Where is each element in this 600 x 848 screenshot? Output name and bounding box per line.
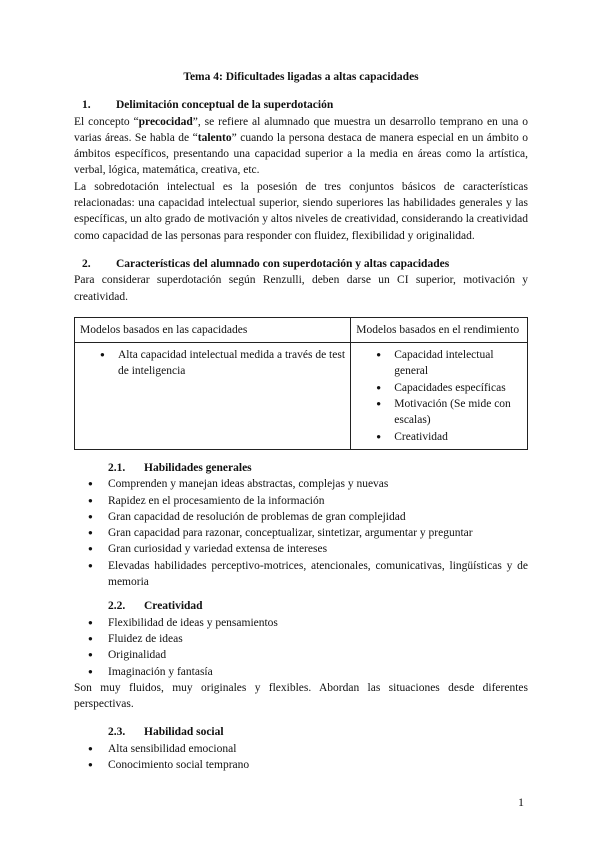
- list-item: ● Creatividad: [356, 429, 522, 445]
- list-item: ● Alta capacidad intelectual medida a través de test de inteligencia: [80, 347, 345, 380]
- table-cell-capacidades: [75, 343, 351, 450]
- section-2-number: 2.: [82, 257, 91, 270]
- subsection-2-3-title: Habilidad social: [144, 726, 224, 739]
- subsection-2-1-heading: [74, 460, 528, 476]
- text-run: El concepto “: [74, 115, 139, 128]
- creatividad-paragraph: Son muy fluidos, muy originales y flexibles. Abordan las situaciones desde diferentes perspectivas.: [74, 681, 528, 711]
- list-item: ● Capacidades específicas: [356, 380, 522, 396]
- list-item: ● Gran capacidad para razonar, conceptualizar, sintetizar, argumentar y preguntar: [74, 525, 528, 541]
- subsection-2-1-number: 2.1.: [108, 461, 126, 474]
- subsection-2-2-heading: [74, 598, 528, 614]
- table-cell-rendimiento: [351, 343, 528, 450]
- subsection-2-1-title: Habilidades generales: [144, 461, 252, 474]
- list-item: ● Gran capacidad de resolución de problemas de gran complejidad: [74, 509, 528, 525]
- term-precocidad: precocidad: [138, 115, 193, 128]
- section-2-heading: [74, 256, 528, 272]
- section-2-paragraph-1: Para considerar superdotación según Renzulli, deben darse un CI superior, motivación y creatividad.: [74, 274, 528, 303]
- section-1-title: Delimitación conceptual de la superdotación: [116, 99, 334, 112]
- section-1-number: 1.: [82, 99, 91, 112]
- list-item: ● Elevadas habilidades perceptivo-motrices, atencionales, comunicativas, lingüísticas y de memoria: [74, 558, 528, 591]
- list-item: ● Originalidad: [74, 647, 528, 663]
- subsection-2-3-number: 2.3.: [108, 726, 126, 739]
- list-item: ● Conocimiento social temprano: [74, 757, 528, 773]
- term-talento: talento: [197, 131, 232, 144]
- models-table: [74, 317, 528, 450]
- list-item: ● Flexibilidad de ideas y pensamientos: [74, 615, 528, 631]
- list-item: ● Comprenden y manejan ideas abstractas, complejas y nuevas: [74, 476, 528, 492]
- list-item: ● Imaginación y fantasía: [74, 664, 528, 680]
- list-item: ● Fluidez de ideas: [74, 631, 528, 647]
- list-item: ● Capacidad intelectual general: [356, 347, 522, 380]
- document-page: [74, 62, 528, 773]
- text-run: ”, se refiere al alumnado que muestra un desarrollo temprano en una o varias áreas. Se habla de “: [74, 115, 528, 144]
- subsection-2-2-number: 2.2.: [108, 600, 126, 613]
- section-1-paragraph-1: [74, 114, 528, 179]
- habilidad-social-list: [74, 741, 528, 774]
- section-2-title: Características del alumnado con superdotación y altas capacidades: [116, 257, 450, 270]
- list-item: ● Gran curiosidad y variedad extensa de intereses: [74, 541, 528, 557]
- creatividad-list: [74, 615, 528, 680]
- habilidades-generales-list: [74, 476, 528, 590]
- page-number: 1: [518, 795, 524, 809]
- document-title: Tema 4: Dificultades ligadas a altas capacidades: [183, 71, 419, 83]
- table-header-rendimiento: Modelos basados en el rendimiento: [351, 317, 528, 342]
- subsection-2-2-title: Creatividad: [144, 600, 203, 613]
- list-item: ● Motivación (Se mide con escalas): [356, 396, 522, 429]
- section-1-heading: [74, 97, 528, 113]
- list-item: ● Alta sensibilidad emocional: [74, 741, 528, 757]
- section-1-paragraph-2: La sobredotación intelectual es la posesión de tres conjuntos básicos de características relacionadas: una capacidad intelectual superior, siendo superiores las habilidades generales y las específicas, un alto grado de motivación y altos niveles de creatividad, considerando la creatividad como capacidad de las personas para responder con fluidez, flexibilidad y originalidad.: [74, 180, 528, 242]
- list-item: ● Rapidez en el procesamiento de la información: [74, 493, 528, 509]
- text-run: ” cuando la persona destaca de manera especial en un ámbito o ámbitos específicos, presentando una capacidad superior a la media en áreas como la artística, verbal, lógica, matemática, creativa, etc.: [74, 131, 528, 177]
- subsection-2-3-heading: [74, 724, 528, 740]
- table-header-capacidades: Modelos basados en las capacidades: [75, 317, 351, 342]
